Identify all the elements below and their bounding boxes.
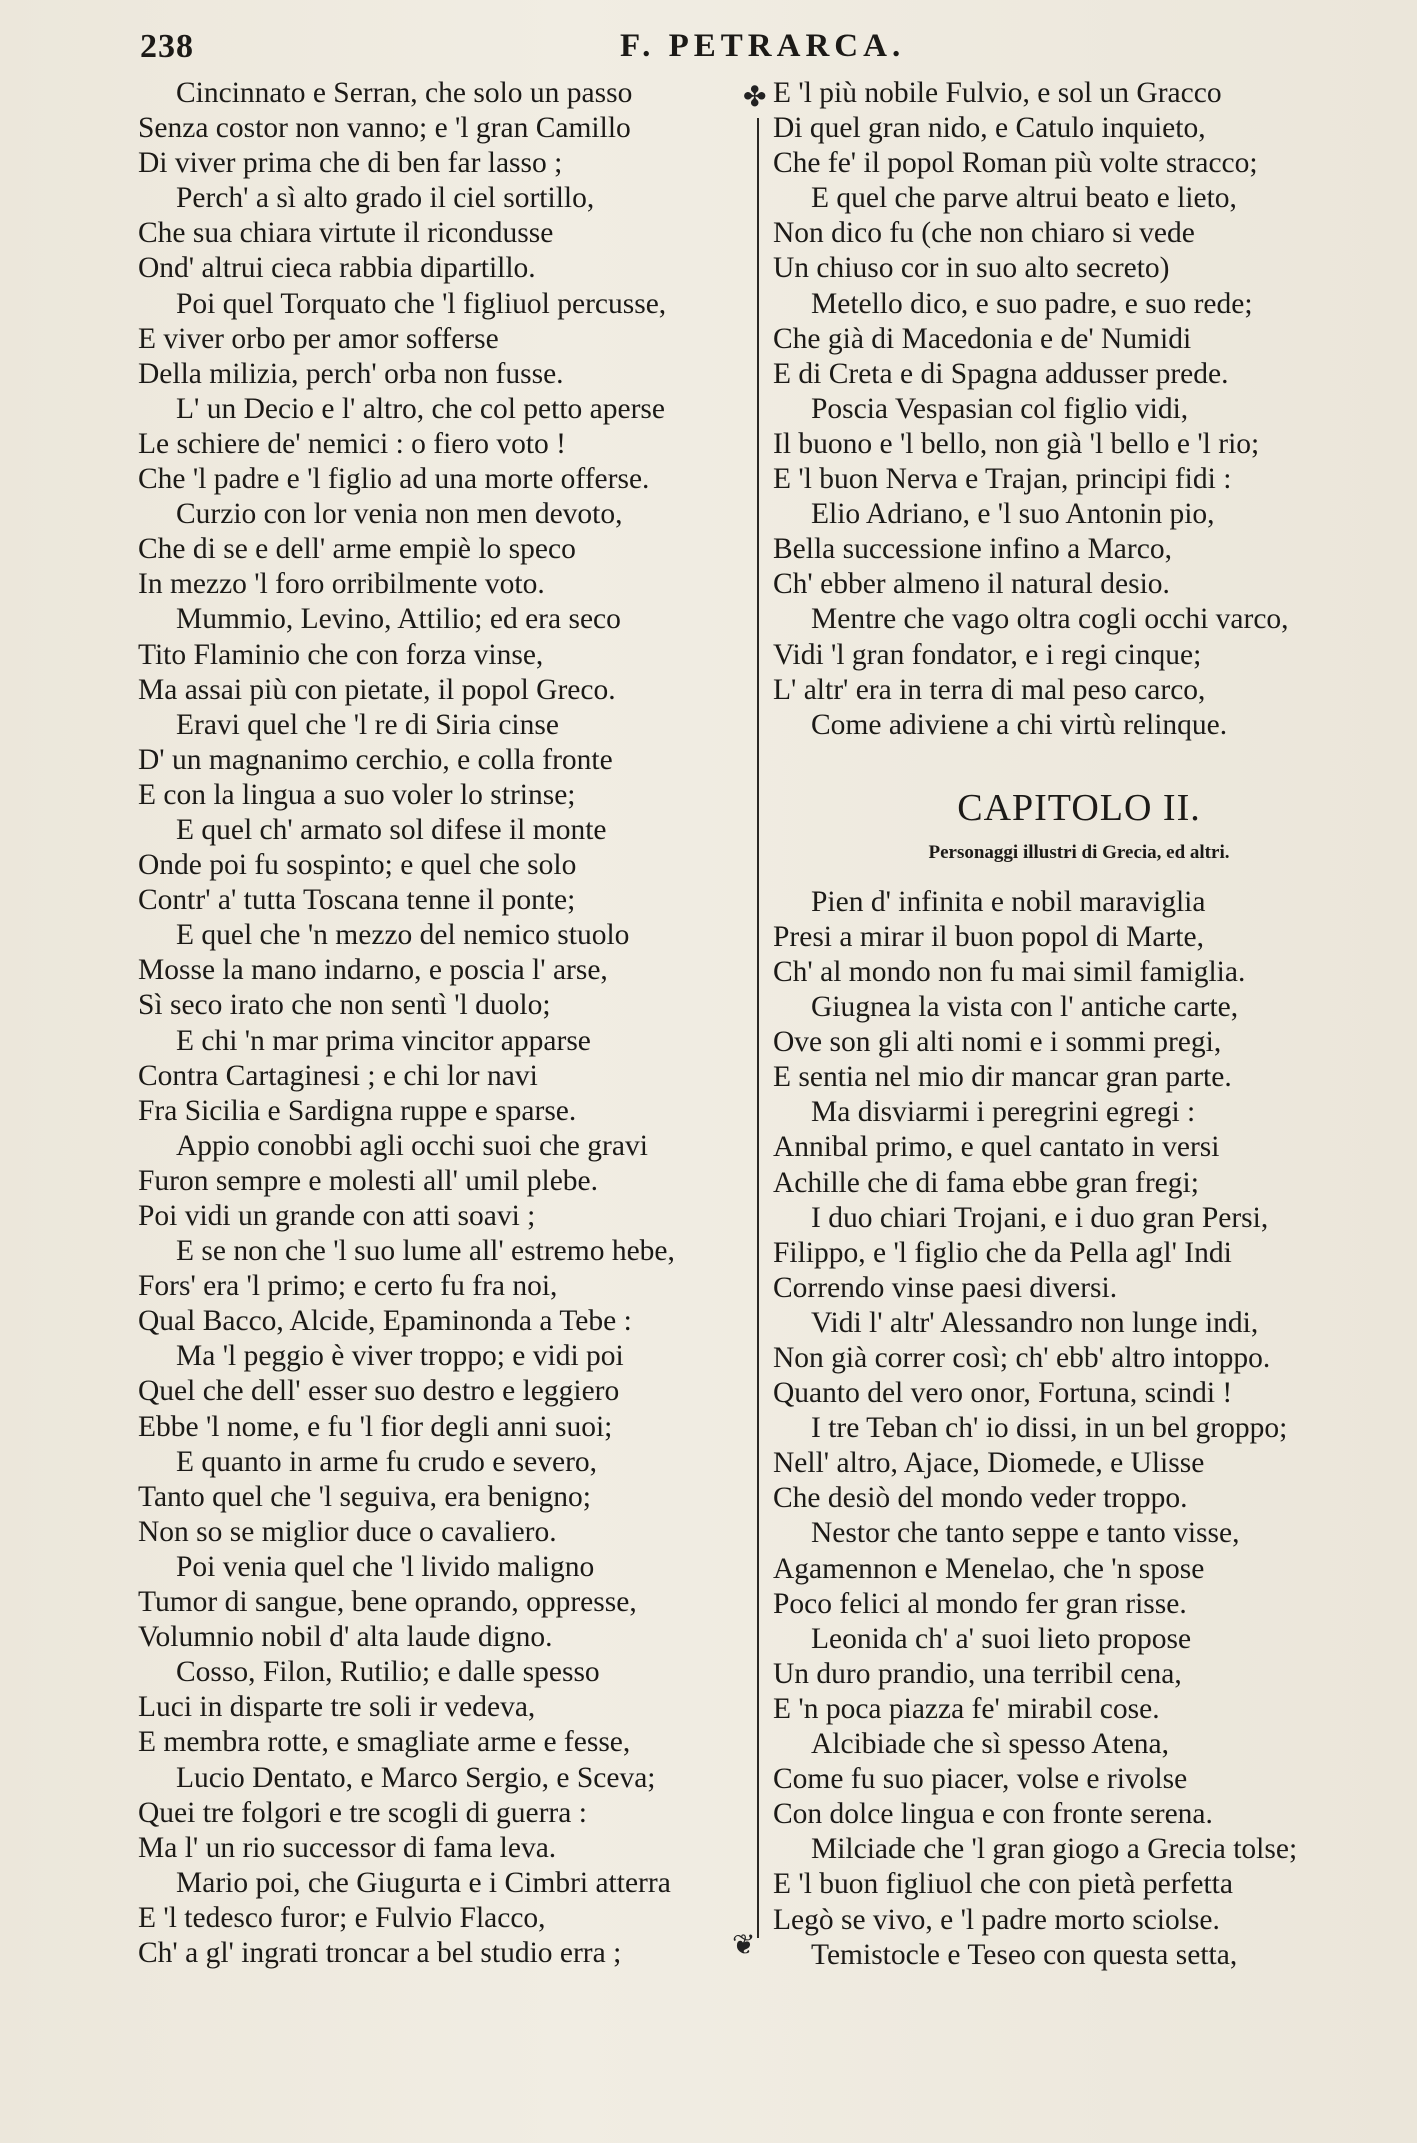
verse-line: Vidi l' altr' Alessandro non lunge indi, — [811, 1306, 1259, 1339]
verse-line: Mummio, Levino, Attilio; ed era seco — [176, 603, 621, 636]
chapter-subtitle: Personaggi illustri di Grecia, ed altri. — [928, 841, 1230, 863]
verse-line: Ch' ebber almeno il natural desio. — [773, 568, 1170, 601]
verse-line: D' un magnanimo cerchio, e colla fronte — [138, 743, 613, 776]
verse-line: I tre Teban ch' io dissi, in un bel groppo; — [811, 1412, 1288, 1445]
verse-line: Che 'l padre e 'l figlio ad una morte offerse. — [138, 463, 650, 496]
verse-line: Pien d' infinita e nobil maraviglia — [811, 885, 1206, 918]
verse-line: E quel che parve altrui beato e lieto, — [811, 182, 1237, 215]
verse-line: Correndo vinse paesi diversi. — [773, 1271, 1118, 1304]
verse-line: Ove son gli alti nomi e i sommi pregi, — [773, 1026, 1222, 1059]
left-column — [138, 76, 750, 1971]
verse-line: Quel che dell' esser suo destro e leggiero — [138, 1375, 620, 1408]
right-column-verses-bottom — [773, 885, 1385, 1973]
verse-line: Poi venia quel che 'l livido maligno — [176, 1550, 595, 1583]
verse-line: E se non che 'l suo lume all' estremo hebe, — [176, 1235, 675, 1268]
verse-line: Legò se vivo, e 'l padre morto sciolse. — [773, 1903, 1220, 1936]
verse-line: Metello dico, e suo padre, e suo rede; — [811, 287, 1253, 320]
verse-line: Volumnio nobil d' alta laude digno. — [138, 1621, 553, 1654]
verse-line: Con dolce lingua e con fronte serena. — [773, 1798, 1213, 1831]
verse-line: Ebbe 'l nome, e fu 'l fior degli anni suoi; — [138, 1410, 613, 1443]
verse-line: Come adiviene a chi virtù relinque. — [811, 708, 1228, 741]
verse-line: Fra Sicilia e Sardigna ruppe e sparse. — [138, 1094, 577, 1127]
verse-line: Che desiò del mondo veder troppo. — [773, 1482, 1188, 1515]
verse-line: Ch' al mondo non fu mai simil famiglia. — [773, 955, 1246, 988]
verse-line: Perch' a sì alto grado il ciel sortillo, — [176, 182, 595, 215]
verse-line: E 'l buon Nerva e Trajan, principi fidi : — [773, 463, 1232, 496]
verse-line: Un chiuso cor in suo alto secreto) — [773, 252, 1170, 285]
verse-line: Ma disviarmi i peregrini egregi : — [811, 1096, 1196, 1129]
column-divider — [757, 118, 759, 1938]
verse-line: E 'l buon figliuol che con pietà perfetta — [773, 1868, 1233, 1901]
verse-line: E di Creta e di Spagna addusser prede. — [773, 357, 1229, 390]
verse-line: Quei tre folgori e tre scogli di guerra : — [138, 1796, 587, 1829]
verse-line: Luci in disparte tre soli ir vedeva, — [138, 1691, 536, 1724]
verse-line: L' un Decio e l' altro, che col petto aperse — [176, 392, 665, 425]
running-head: F. PETRARCA. — [620, 28, 906, 64]
verse-line: Fors' era 'l primo; e certo fu fra noi, — [138, 1270, 558, 1303]
verse-line: Agamennon e Menelao, che 'n spose — [773, 1552, 1205, 1585]
verse-line: Poi vidi un grande con atti soavi ; — [138, 1200, 536, 1232]
verse-line: Di viver prima che di ben far lasso ; — [138, 147, 563, 180]
verse-line: Temistocle e Teseo con questa setta, — [811, 1938, 1238, 1971]
verse-line: Curzio con lor venia non men devoto, — [176, 498, 623, 531]
verse-line: Non già correr così; ch' ebb' altro intoppo. — [773, 1342, 1271, 1374]
verse-line: Poco felici al mondo fer gran risse. — [773, 1587, 1187, 1620]
verse-line: Tumor di sangue, bene oprando, oppresse, — [138, 1586, 637, 1619]
verse-line: Non dico fu (che non chiaro si vede — [773, 217, 1195, 250]
verse-line: Contr' a' tutta Toscana tenne il ponte; — [138, 884, 576, 917]
verse-line: Sì seco irato che non sentì 'l duolo; — [138, 989, 551, 1022]
verse-line: Poscia Vespasian col figlio vidi, — [811, 392, 1189, 425]
verse-line: Quanto del vero onor, Fortuna, scindi ! — [773, 1377, 1233, 1410]
verse-line: Qual Bacco, Alcide, Epaminonda a Tebe : — [138, 1305, 632, 1338]
verse-line: Ond' altrui cieca rabbia dipartillo. — [138, 252, 536, 285]
verse-line: Lucio Dentato, e Marco Sergio, e Sceva; — [176, 1761, 656, 1794]
verse-line: Milciade che 'l gran giogo a Grecia tolse; — [811, 1833, 1298, 1866]
verse-line: Nell' altro, Ajace, Diomede, e Ulisse — [773, 1447, 1205, 1480]
verse-line: Che fe' il popol Roman più volte stracco; — [773, 147, 1258, 180]
verse-line: Eravi quel che 'l re di Siria cinse — [176, 708, 559, 741]
verse-line: I duo chiari Trojani, e i duo gran Persi, — [811, 1201, 1269, 1234]
verse-line: Mentre che vago oltra cogli occhi varco, — [811, 603, 1289, 636]
verse-line: Leonida ch' a' suoi lieto propose — [811, 1622, 1192, 1655]
verse-line: Le schiere de' nemici : o fiero voto ! — [138, 427, 566, 460]
verse-line: Vidi 'l gran fondator, e i regi cinque; — [773, 638, 1202, 671]
verse-line: Ma 'l peggio è viver troppo; e vidi poi — [176, 1340, 624, 1373]
right-column-verses-top — [773, 76, 1385, 743]
verse-line: E 'l tedesco furor; e Fulvio Flacco, — [138, 1901, 546, 1934]
verse-line: E quel che 'n mezzo del nemico stuolo — [176, 919, 630, 952]
verse-line: Ma assai più con pietate, il popol Greco. — [138, 673, 616, 706]
verse-line: Furon sempre e molesti all' umil plebe. — [138, 1164, 599, 1197]
verse-line: E viver orbo per amor sofferse — [138, 322, 499, 355]
verse-line: Contra Cartaginesi ; e chi lor navi — [138, 1059, 538, 1092]
chapter-title: CAPITOLO II. — [957, 786, 1201, 829]
verse-line: Bella successione infino a Marco, — [773, 533, 1172, 566]
verse-line: Che già di Macedonia e de' Numidi — [773, 322, 1192, 355]
verse-line: Ma l' un rio successor di fama leva. — [138, 1831, 557, 1864]
verse-line: Di quel gran nido, e Catulo inquieto, — [773, 112, 1206, 145]
verse-line: E sentia nel mio dir mancar gran parte. — [773, 1061, 1232, 1094]
verse-line: Non so se miglior duce o cavaliero. — [138, 1515, 557, 1548]
leaf-ornament-icon: ❦ — [732, 1930, 756, 1961]
verse-line: E quanto in arme fu crudo e severo, — [176, 1445, 598, 1478]
verse-line: Mosse la mano indarno, e poscia l' arse, — [138, 954, 608, 987]
verse-line: Filippo, e 'l figlio che da Pella agl' Indi — [773, 1236, 1232, 1269]
verse-line: L' altr' era in terra di mal peso carco, — [773, 673, 1206, 706]
verse-line: Ch' a gl' ingrati troncar a bel studio erra ; — [138, 1936, 622, 1969]
right-column — [773, 76, 1385, 1973]
page-number: 238 — [140, 28, 194, 65]
verse-line: Che sua chiara virtute il ricondusse — [138, 217, 554, 250]
verse-line: Giugnea la vista con l' antiche carte, — [811, 991, 1239, 1024]
verse-line: Il buono e 'l bello, non già 'l bello e 'l rio; — [773, 427, 1260, 460]
verse-line: Senza costor non vanno; e 'l gran Camillo — [138, 112, 631, 145]
verse-line: Mario poi, che Giugurta e i Cimbri atterra — [176, 1866, 671, 1899]
verse-line: Cincinnato e Serran, che solo un passo — [176, 77, 633, 109]
verse-line: Onde poi fu sospinto; e quel che solo — [138, 849, 577, 882]
verse-line: In mezzo 'l foro orribilmente voto. — [138, 568, 545, 601]
flower-ornament-icon: ✤ — [743, 82, 767, 113]
verse-line: Della milizia, perch' orba non fusse. — [138, 357, 564, 390]
verse-line: E quel ch' armato sol difese il monte — [176, 813, 607, 846]
verse-line: Annibal primo, e quel cantato in versi — [773, 1131, 1220, 1164]
verse-line: E 'l più nobile Fulvio, e sol un Gracco — [773, 77, 1222, 109]
verse-line: E 'n poca piazza fe' mirabil cose. — [773, 1692, 1160, 1725]
verse-line: Appio conobbi agli occhi suoi che gravi — [176, 1129, 648, 1162]
verse-line: Tanto quel che 'l seguiva, era benigno; — [138, 1480, 591, 1513]
verse-line: Presi a mirar il buon popol di Marte, — [773, 920, 1204, 953]
verse-line: Come fu suo piacer, volse e rivolse — [773, 1763, 1188, 1796]
verse-line: E con la lingua a suo voler lo strinse; — [138, 778, 576, 811]
verse-line: Poi quel Torquato che 'l figliuol percusse, — [176, 287, 667, 320]
verse-line: Che di se e dell' arme empiè lo speco — [138, 533, 576, 566]
verse-line: Achille che di fama ebbe gran fregi; — [773, 1166, 1199, 1199]
verse-line: E membra rotte, e smagliate arme e fesse, — [138, 1726, 631, 1759]
verse-line: Alcibiade che sì spesso Atena, — [811, 1728, 1170, 1761]
verse-line: Tito Flaminio che con forza vinse, — [138, 638, 544, 671]
verse-line: Un duro prandio, una terribil cena, — [773, 1657, 1182, 1690]
verse-line: Nestor che tanto seppe e tanto visse, — [811, 1517, 1240, 1550]
page-header — [140, 28, 1375, 78]
verse-line: Elio Adriano, e 'l suo Antonin pio, — [811, 498, 1215, 531]
verse-line: E chi 'n mar prima vincitor apparse — [176, 1024, 591, 1057]
verse-line: Cosso, Filon, Rutilio; e dalle spesso — [176, 1656, 600, 1689]
